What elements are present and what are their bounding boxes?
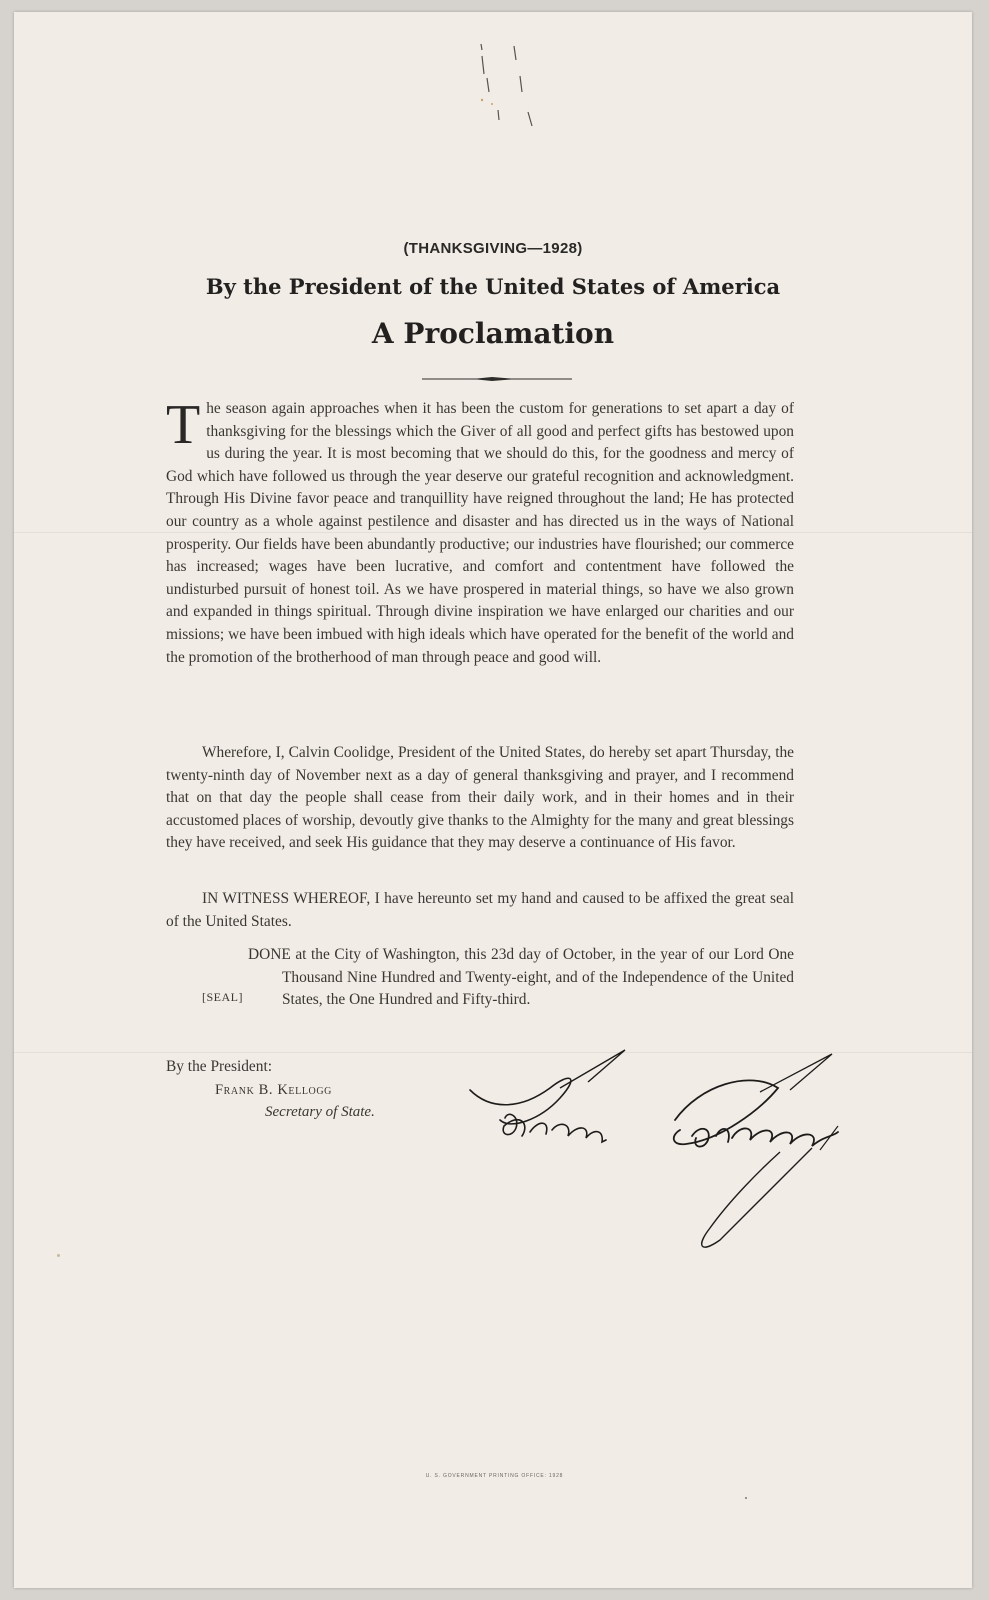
presidential-signature [460,1040,860,1260]
paragraph-opening [166,394,794,669]
attestation-by-line: By the President: [166,1058,273,1075]
paragraph-opening-text: he season again approaches when it has been the custom for generations to set apart a day of thanksgiving for the blessings which the Giver of all good and perfect gifts has bestowed upon us during the year. It is most becoming that we should do this, for the goodness and mercy of God which have followed us through the year deserve our grateful recognition and acknowledgment. Through His Divine favor peace and tranquillity have reigned throughout the land; He has protected our country as a whole against pestilence and disaster and has directed us in the ways of National prosperity. Our fields have been abundantly productive; our industries have flourished; our commerce has increased; wages have been lucrative, and comfort and contentment have followed the undisturbed pursuit of honest toil. As we have prospered in material things, so have we also grown and expanded in things spiritual. Through divine inspiration we have enlarged our charities and our missions; we have been imbued with high ideals which have operated for the benefit of the world and the promotion of the brotherhood of man through peace and good will. [166,400,794,666]
paper-speck [57,1254,60,1257]
printer-imprint: U. S. GOVERNMENT PRINTING OFFICE: 1928 [425,1473,564,1479]
drop-cap: T [166,394,201,456]
paragraph-witness: IN WITNESS WHEREOF, I have hereunto set my hand and caused to be affixed the great seal of the United States. [166,890,794,930]
attestation-office: Secretary of State. [265,1104,375,1120]
issuer-heading: By the President of the United States of America [205,274,781,299]
paragraph-done: DONE at the City of Washington, this 23d day of October, in the year of our Lord One Thousand Nine Hundred and Twenty-eight, and of the Independence of the United States, the One Hundred and Fifty-third. [248,946,794,1009]
paragraph-wherefore: Wherefore, I, Calvin Coolidge, President of the United States, do hereby set apart Thursday, the twenty-ninth day of November next as a day of general thanksgiving and prayer, and I recommend that on that day the people shall cease from their daily work, and in their homes and in their accustomed places of worship, devoutly give thanks to the Almighty for the many and great blessings they have received, and seek His guidance that they may deserve a continuance of His favor. [166,744,794,852]
seal-label: [SEAL] [202,990,243,1004]
ink-marks [454,40,564,160]
occasion-heading: (THANKSGIVING—1928) [403,240,583,257]
proclamation-title: A Proclamation [371,317,615,350]
attestation-name: Frank B. Kellogg [215,1082,333,1098]
ornamental-rule [422,374,572,384]
paper-speck [745,1497,747,1499]
